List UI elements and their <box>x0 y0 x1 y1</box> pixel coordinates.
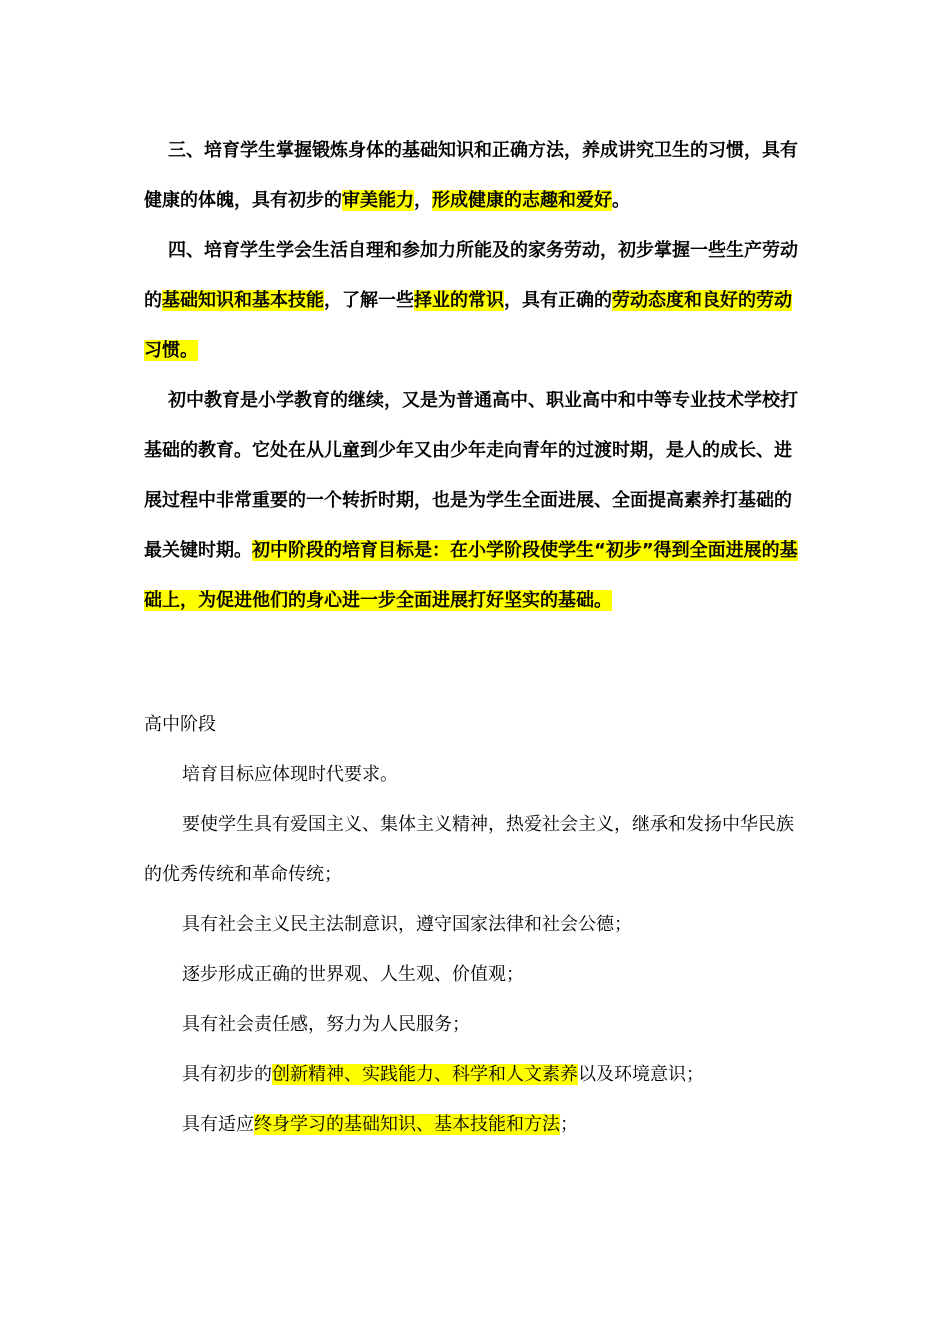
highlight-healthy-interests: 形成健康的志趣和爱好 <box>432 190 612 211</box>
high-school-heading <box>144 700 804 750</box>
highlight-basic-knowledge-skills: 基础知识和基本技能 <box>162 290 324 311</box>
high-school-item-legal: 具有社会主义民主法制意识，遵守国家法律和社会公德； <box>182 914 632 935</box>
section-four-part2: ，了解一些 <box>324 290 414 311</box>
middle-school-text <box>144 376 804 626</box>
middle-school-part1: 初中教育是小学教育的继续，又是为普通高中、职业高中和中等专业技术学校打基础的教育。它处在从儿童到少年又由少年走向青年的过渡时期，是人的成长、进展过程中非常重要的一个转折时期，也是为学生全面进展、全面提高素养打基础的最关键时期。 <box>144 390 798 561</box>
high-school-item-innovation <box>144 1050 804 1100</box>
item-learning-part1: 具有适应 <box>182 1114 254 1135</box>
highlight-lifelong-learning: 终身学习的基础知识、基本技能和方法 <box>254 1114 560 1135</box>
highlight-aesthetic-ability: 审美能力 <box>342 190 414 211</box>
highlight-middle-school-goal: 初中阶段的培育目标是：在小学阶段使学生“初步”得到全面进展的基础上，为促进他们的身心进一步全面进展打好坚实的基础。 <box>144 540 798 611</box>
item-innovation-part1: 具有初步的 <box>182 1064 272 1085</box>
section-four-text <box>144 226 804 376</box>
section-four-part3: ，具有正确的 <box>504 290 612 311</box>
section-three-text <box>144 126 804 226</box>
highlight-labor-attitude: 劳动态度和良好的劳动习惯。 <box>144 290 792 361</box>
high-school-item-patriotism: 要使学生具有爱国主义、集体主义精神，热爱社会主义，继承和发扬中华民族的优秀传统和革命传统； <box>144 814 794 885</box>
high-school-title: 高中阶段 <box>144 714 216 735</box>
section-three-part2: ， <box>414 190 432 211</box>
high-school-body <box>144 750 804 1150</box>
paragraph-section-three <box>144 126 804 226</box>
high-school-intro: 培育目标应体现时代要求。 <box>182 764 398 785</box>
item-innovation-part2: 以及环境意识； <box>578 1064 704 1085</box>
high-school-item-responsibility: 具有社会责任感，努力为人民服务； <box>182 1014 470 1035</box>
paragraph-middle-school <box>144 376 804 626</box>
section-three-part1: 三、培育学生掌握锻炼身体的基础知识和正确方法，养成讲究卫生的习惯，具有健康的体魄，具有初步的 <box>144 140 798 211</box>
section-three-part3: 。 <box>612 190 630 211</box>
item-learning-part2: ； <box>560 1114 578 1135</box>
highlight-career-knowledge: 择业的常识 <box>414 290 504 311</box>
high-school-item-worldview: 逐步形成正确的世界观、人生观、价值观； <box>182 964 524 985</box>
paragraph-section-four <box>144 226 804 376</box>
high-school-item-lifelong-learning <box>144 1100 804 1150</box>
highlight-innovation-spirit: 创新精神、实践能力、科学和人文素养 <box>272 1064 578 1085</box>
section-four-part1: 四、培育学生学会生活自理和参加力所能及的家务劳动，初步掌握一些生产劳动的 <box>144 240 798 311</box>
